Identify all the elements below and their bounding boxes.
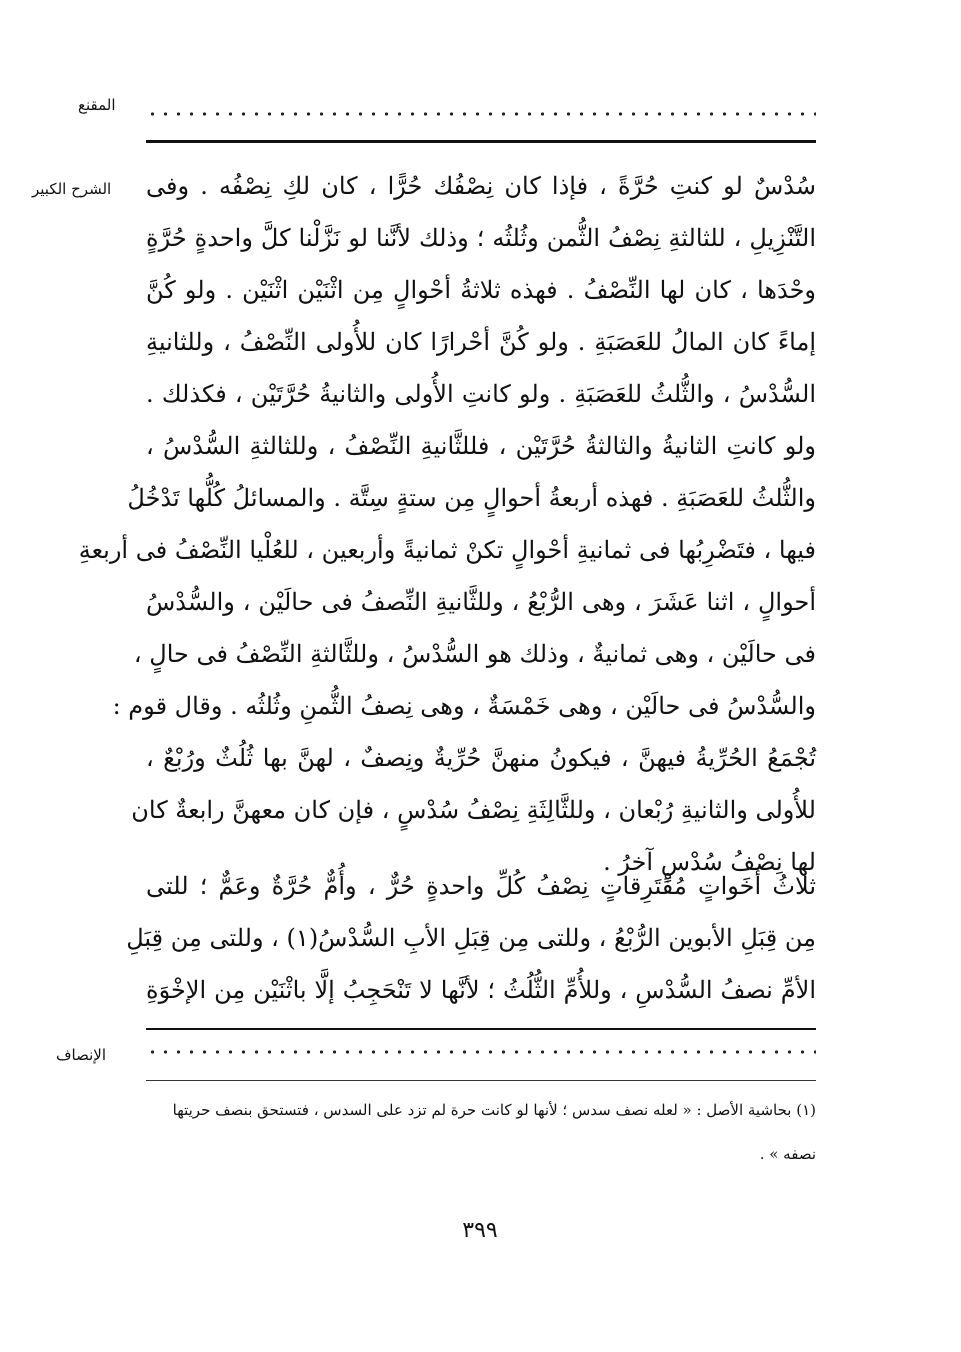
- text-line: سُدْسٌ لو كنتِ حُرَّةً ، فإذا كان نِصْفُك حُرًّا ، كان لكِ نِصْفُه . وفى: [146, 172, 816, 200]
- body-paragraph-1: [78, 160, 816, 888]
- commentary-side-label: الشرح الكبير: [32, 180, 112, 198]
- text-line: فيها ، فتَضْرِبُها فى ثمانيةِ أحْوالٍ تكنْ ثمانيةً وأربعين ، للعُلْيا النِّصْفُ فى أربعةِ: [78, 536, 816, 564]
- insaf-side-label: الإنصاف: [56, 1046, 107, 1064]
- top-dotted-rule: [146, 112, 816, 116]
- text-line: فى حالَيْن ، وهى ثمانيةٌ ، وذلك هو السُّدْسُ ، وللثَّالثةِ النِّصْفُ فى حالٍ ،: [133, 640, 816, 668]
- text-line: والثُّلثُ للعَصَبَةِ . فهذه أربعةُ أحوالٍ مِن ستةٍ سِتَّة . والمسائلُ كُلُّها تَدْخُلُ: [127, 484, 816, 512]
- text-line: والسُّدْسُ فى حالَيْن ، وهى خَمْسَةٌ ، وهى نِصفُ الثُّمنِ وثُلثُه . وقال قوم :: [112, 692, 816, 720]
- text-line: ثلاثُ أخَواتٍ مُفْتَرِقاتٍ نِصْفُ كُلِّ واحدةٍ حُرٌّ ، وأُمٌّ حُرَّةٌ وعَمٌّ ؛ للتى: [146, 872, 816, 900]
- text-line: للأُولى والثانيةِ رُبْعان ، وللثَّالِثَةِ نِصْفُ سُدْسٍ ، فإن كان معهنَّ رابعةٌ كان: [131, 796, 816, 824]
- top-solid-rule: [146, 140, 816, 143]
- text-line: ولو كانتِ الثانيةُ والثالثةُ حُرَّتَيْن ، فللثَّانيةِ النِّصْفُ ، وللثالثةِ السُّدْسُ ،: [146, 432, 816, 460]
- footnote-line: (١) بحاشية الأصل : « لعله نصف سدس ؛ لأنها لو كانت حرة لم تزد على السدس ، فتستحق بنصف حريتها: [172, 1101, 816, 1119]
- body-paragraph-2: [126, 860, 816, 1016]
- bottom-solid-rule: [146, 1028, 816, 1030]
- text-line: مِن قِبَلِ الأبوين الرُّبْعُ ، وللتى مِن قِبَلِ الأبِ السُّدْسُ(١) ، وللتى مِن قِبَلِ: [126, 924, 816, 952]
- footnote: [146, 1088, 816, 1176]
- text-line: التَّنْزِيلِ ، للثالثةِ نِصْفُ الثُّمن وثُلثُه ؛ وذلك لأنَّنا لو نَزَّلْنا كلَّ واحدةٍ حُرَّةٍ: [146, 224, 816, 252]
- text-line: تُجْمَعُ الحُرِّيةُ فيهنَّ ، فيكونُ منهنَّ حُرِّيةٌ ونِصفٌ ، لهنَّ بها ثُلُثٌ ورُبْعٌ ،: [146, 744, 816, 772]
- text-line: لها نِصْفُ سُدْسٍ آخرُ .: [603, 848, 816, 876]
- page-number: ٣٩٩: [462, 1218, 498, 1243]
- text-line: السُّدْسُ ، والثُّلثُ للعَصَبَةِ . ولو كانتِ الأُولى والثانيةُ حُرَّتَيْن ، فكذلك .: [146, 380, 816, 408]
- text-line: أحوالٍ ، اثنا عَشَرَ ، وهى الرُّبْعُ ، وللثَّانيةِ النِّصفُ فى حالَيْن ، والسُّدْسُ: [146, 588, 816, 616]
- header-label: المقنع: [78, 96, 116, 114]
- footnote-line: نصفه » .: [759, 1145, 816, 1163]
- bottom-dotted-rule: [146, 1050, 816, 1054]
- text-line: إماءً كان المالُ للعَصَبَةِ . ولو كُنَّ أحْرارًا كان للأُولى النِّصْفُ ، وللثانيةِ: [146, 328, 816, 356]
- footnote-separator: [146, 1080, 816, 1081]
- text-line: وحْدَها ، كان لها النِّصْفُ . فهذه ثلاثةُ أحْوالٍ مِن اثْنَيْن اثْنَيْن . ولو كُنَّ: [146, 276, 816, 304]
- text-line: الأمِّ نصفُ السُّدْسِ ، وللأُمِّ الثُّلُثُ ؛ لأنَّها لا تَنْحَجِبُ إلَّا باثْنَيْن مِن الإخْوَةِ: [146, 976, 816, 1004]
